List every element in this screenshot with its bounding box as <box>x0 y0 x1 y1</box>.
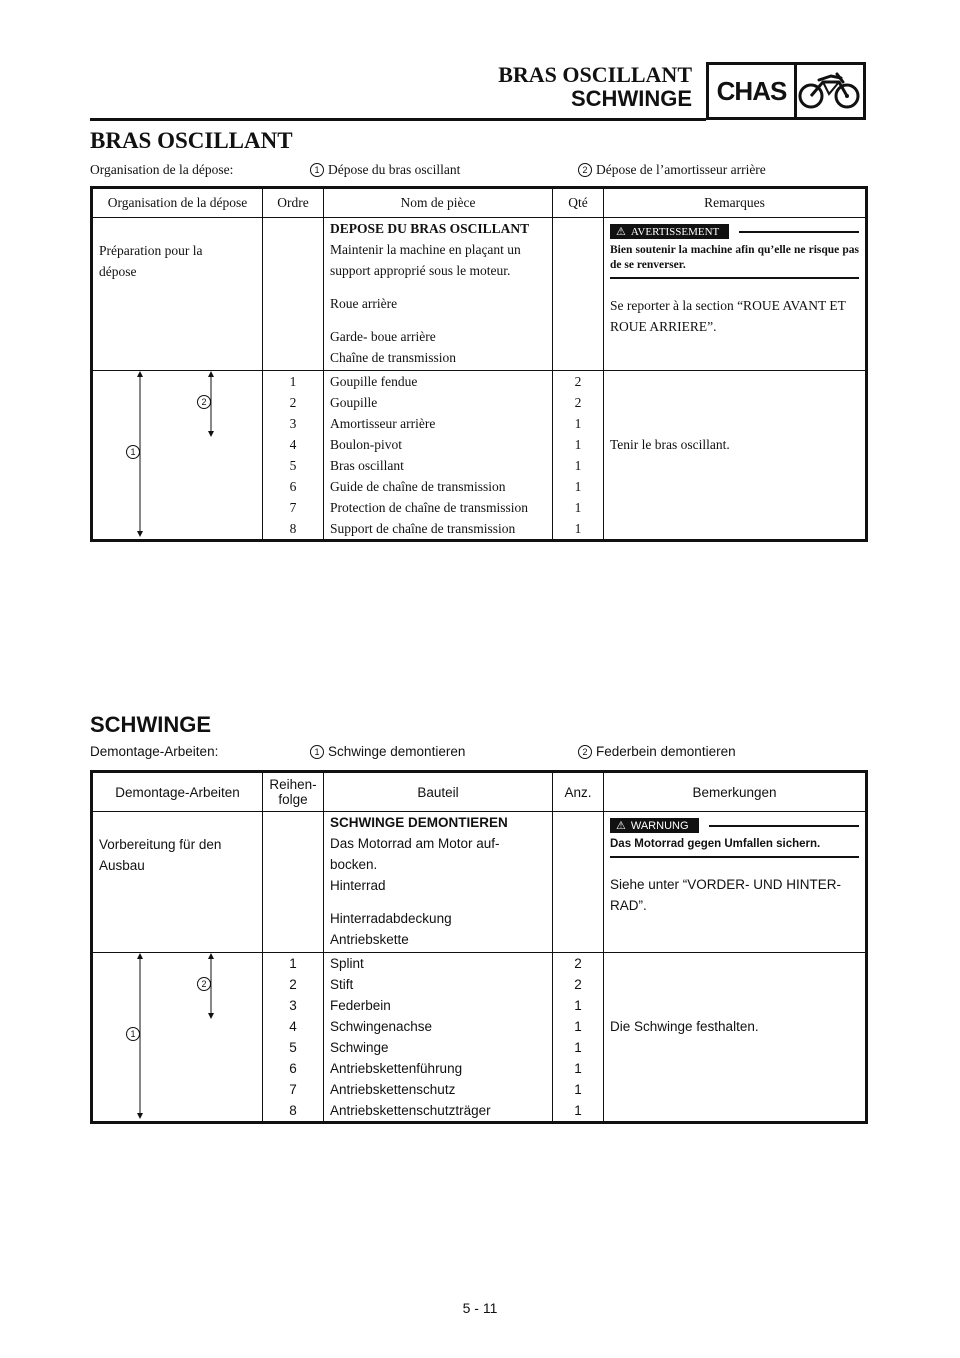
org-step-2: Dépose de l’amortisseur arrière <box>596 162 766 177</box>
part-order: 1 <box>289 956 297 971</box>
part-name: Stift <box>330 977 354 992</box>
org-label: Organisation de la dépose: <box>90 162 234 177</box>
part-qty: 1 <box>574 479 582 494</box>
col-header: Organisation de la dépose <box>92 188 263 218</box>
header-title-fr: BRAS OSCILLANT <box>498 62 692 87</box>
col-header: Reihen- <box>269 777 317 792</box>
prep-line: Hinterrad <box>330 878 386 893</box>
part-name: Support de chaîne de transmission <box>330 521 516 536</box>
part-name: Antriebskettenschutz <box>330 1082 456 1097</box>
col-header-order <box>263 772 324 812</box>
motorcycle-icon <box>797 65 863 117</box>
part-qty: 1 <box>574 998 582 1013</box>
col-header: Qté <box>553 188 604 218</box>
prep-line: Maintenir la machine en plaçant un <box>330 242 521 257</box>
org-line-de <box>90 744 736 759</box>
warning-badge <box>610 224 729 239</box>
part-qty: 1 <box>574 1019 582 1034</box>
prep-label: Vorbereitung für den <box>99 837 222 852</box>
part-order: 4 <box>289 437 297 452</box>
warning-badge <box>610 818 699 833</box>
part-order: 6 <box>289 479 297 494</box>
parts-rows <box>92 371 867 541</box>
part-name: Bras oscillant <box>330 458 404 473</box>
col-header: Nom de pièce <box>324 188 553 218</box>
marker-2: 2 <box>197 395 211 409</box>
warning-text: Das Motorrad gegen Umfallen sichern. <box>610 837 859 858</box>
prep-row <box>92 218 867 371</box>
prep-heading: DEPOSE DU BRAS OSCILLANT <box>330 221 530 236</box>
prep-line: bocken. <box>330 857 378 872</box>
part-order: 8 <box>289 1103 297 1118</box>
marker-2: 2 <box>197 977 211 991</box>
part-qty: 1 <box>574 1082 582 1097</box>
part-order: 1 <box>289 374 297 389</box>
part-name: Federbein <box>330 998 391 1013</box>
warning-icon: ⚠ <box>616 820 626 832</box>
header-title-de: SCHWINGE <box>571 86 692 111</box>
prep-line: Hinterradabdeckung <box>330 911 452 926</box>
part-order: 2 <box>289 977 297 992</box>
part-name: Antriebskettenschutzträger <box>330 1103 491 1118</box>
part-name: Schwinge <box>330 1040 389 1055</box>
part-name: Protection de chaîne de transmission <box>330 500 528 515</box>
col-header: Anz. <box>553 772 604 812</box>
org-step-2: Federbein demontieren <box>596 744 736 759</box>
remark-ref: Se reporter à la section “ROUE AVANT ET ROUE ARRIERE”. <box>610 298 846 334</box>
org-step-1: Dépose du bras oscillant <box>328 162 461 177</box>
section-title-fr: BRAS OSCILLANT <box>90 128 293 153</box>
org-step-1: Schwinge demontieren <box>328 744 466 759</box>
col-header: Bauteil <box>324 772 553 812</box>
part-qty: 1 <box>574 437 582 452</box>
table-header <box>92 772 867 812</box>
prep-line: Garde- boue arrière <box>330 329 436 344</box>
section-title-de: SCHWINGE <box>90 712 211 737</box>
marker-circle: 2 <box>578 745 592 759</box>
part-order: 7 <box>289 500 297 515</box>
prep-label: dépose <box>99 264 137 279</box>
table-header <box>92 188 867 218</box>
part-name: Boulon-pivot <box>330 437 403 452</box>
part-name: Amortisseur arrière <box>330 416 436 431</box>
part-order: 5 <box>289 1040 297 1055</box>
warning-label: AVERTISSEMENT <box>630 225 720 238</box>
part-name: Splint <box>330 956 364 971</box>
prep-line: Chaîne de transmission <box>330 350 456 365</box>
parts-rows <box>92 953 867 1123</box>
row-remark: Die Schwinge festhalten. <box>610 1019 759 1034</box>
part-order: 4 <box>289 1019 297 1034</box>
part-qty: 1 <box>574 1103 582 1118</box>
marker-circle: 1 <box>310 163 324 177</box>
part-name: Schwingenachse <box>330 1019 433 1034</box>
part-qty: 1 <box>574 1040 582 1055</box>
part-name: Antriebskettenführung <box>330 1061 463 1076</box>
part-order: 3 <box>289 416 297 431</box>
prep-line: Das Motorrad am Motor auf- <box>330 836 500 851</box>
part-qty: 2 <box>574 956 582 971</box>
part-order: 2 <box>289 395 297 410</box>
warning-box <box>610 224 859 279</box>
part-qty: 1 <box>574 416 582 431</box>
part-name: Guide de chaîne de transmission <box>330 479 506 494</box>
col-header: Demontage-Arbeiten <box>92 772 263 812</box>
marker-1: 1 <box>126 445 140 459</box>
prep-heading: SCHWINGE DEMONTIEREN <box>330 815 508 830</box>
part-order: 3 <box>289 998 297 1013</box>
remark-ref: Siehe unter “VORDER- UND HINTER-RAD”. <box>610 877 842 913</box>
page-number: 5 - 11 <box>462 1300 498 1316</box>
org-label: Demontage-Arbeiten: <box>90 744 219 759</box>
prep-label: Ausbau <box>99 858 145 873</box>
prep-line: Roue arrière <box>330 296 398 311</box>
col-header: Remarques <box>604 188 867 218</box>
header-rule <box>90 118 706 121</box>
part-qty: 1 <box>574 500 582 515</box>
prep-line: support approprié sous le moteur. <box>330 263 511 278</box>
part-order: 7 <box>289 1082 297 1097</box>
section-badge <box>706 62 866 120</box>
marker-circle: 1 <box>310 745 324 759</box>
col-header: folge <box>278 792 308 807</box>
warning-label: WARNUNG <box>630 819 689 832</box>
order-arrows <box>92 371 263 541</box>
col-header: Bemerkungen <box>604 772 867 812</box>
warning-box <box>610 818 859 858</box>
part-qty: 2 <box>574 395 582 410</box>
part-name: Goupille fendue <box>330 374 418 389</box>
marker-1: 1 <box>126 1027 140 1041</box>
part-qty: 1 <box>574 458 582 473</box>
part-order: 6 <box>289 1061 297 1076</box>
part-qty: 2 <box>574 374 582 389</box>
order-arrows <box>92 953 263 1123</box>
part-order: 8 <box>289 521 297 536</box>
col-header: Ordre <box>263 188 324 218</box>
part-qty: 1 <box>574 1061 582 1076</box>
warning-icon: ⚠ <box>616 226 626 238</box>
part-order: 5 <box>289 458 297 473</box>
section-code: CHAS <box>709 65 797 117</box>
prep-label: Préparation pour la <box>99 243 203 258</box>
prep-line: Antriebskette <box>330 932 409 947</box>
warning-text: Bien soutenir la machine afin qu’elle ne risque pas de se renverser. <box>610 243 859 279</box>
org-line-fr <box>90 162 766 178</box>
parts-table-de <box>90 770 868 1124</box>
marker-circle: 2 <box>578 163 592 177</box>
parts-table-fr <box>90 186 868 542</box>
prep-row <box>92 812 867 953</box>
part-qty: 2 <box>574 977 582 992</box>
part-name: Goupille <box>330 395 378 410</box>
part-qty: 1 <box>574 521 582 536</box>
row-remark: Tenir le bras oscillant. <box>610 437 730 452</box>
